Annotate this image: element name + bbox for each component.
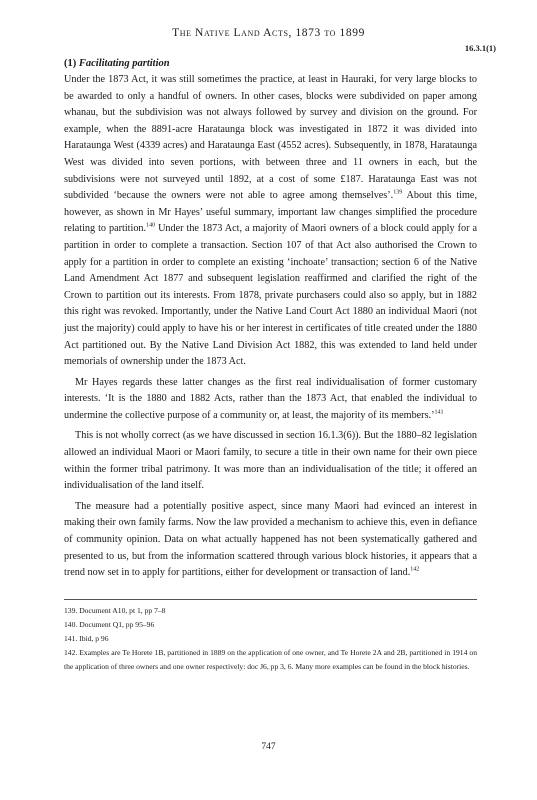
- paragraph: [64, 499, 477, 582]
- paragraph-text: Under the 1873 Act, a majority of Maori owners of a block could apply for a partition in order to complete a transaction. Section 107 of that Act also authorised the Crown to apply for a partition in order to complete an existing ‘inchoate’ transaction; section 6 of the Native Land Amendment Act 1877 and subsequent legislation reaffirmed and clarified the right of the Crown to partition out its interests. From 1878, private purchasers could also so apply, but in 1882 this right was revoked. Importantly, under the Native Land Court Act 1880 an individual Maori (not just the majority) could apply to have his or her interest in certificates of title created under the 1880 Act partitioned out. By the Native Land Division Act 1882, this was extended to land held under memorials of ownership under the 1873 Act.: [64, 223, 477, 368]
- paragraph-text: Mr Hayes regards these latter changes as the first real individualisation of former customary interests. ‘It is the 1880 and 1882 Acts, rather than the 1873 Act, that enabled the individual to undermine the collective purpose of a community or, at least, the majority of its members.’: [64, 376, 477, 421]
- footnote: 141. Ibid, p 96: [64, 634, 109, 643]
- section-heading: [64, 58, 170, 69]
- paragraph-text: Under the 1873 Act, it was still sometimes the practice, at least in Hauraki, for very large blocks to be awarded to only a handful of owners. In other cases, blocks were subdivided on paper among whanau, but the subdivision was not always followed by survey and division on the ground. For example, when the 8891-acre Harataunga block was investigated in 1872 it was divided into Harataunga West (4339 acres) and Harataunga East (4552 acres). Subsequently, in 1878, Harataunga West was divided into seven portions, with between three and 11 owners in each, but the subdivisions were not surveyed until 1892, at a cost of some £187. Harataunga East was not subdivided ‘because the owners were not able to agree among themselves’.: [64, 74, 477, 202]
- paragraph: [64, 375, 477, 425]
- section-title: Facilitating partition: [78, 58, 170, 69]
- footnote-reference: 139: [393, 189, 403, 196]
- paragraph: [64, 72, 477, 371]
- section-reference: 16.3.1(1): [464, 43, 496, 53]
- paragraph-text: About this time, however, as shown in Mr Hayes’ useful summary, important law changes simplified the procedure relating to partition.: [64, 190, 477, 235]
- footnote-divider: [64, 599, 477, 600]
- body-text: [64, 72, 477, 582]
- footnote: 139. Document A10, pt 1, pp 7–8: [64, 606, 166, 615]
- footnote-reference: 140: [146, 222, 156, 229]
- footnote-reference: 141: [434, 409, 444, 416]
- running-title: The Native Land Acts, 1873 to 1899: [172, 27, 365, 39]
- footnotes: [64, 604, 477, 673]
- footnote-reference: 142: [410, 566, 420, 573]
- paragraph-text: The measure had a potentially positive aspect, since many Maori had evinced an interest in making their own family farms. Now the law provided a mechanism to achieve this, even in defiance of community opinion. Data on what actually happened has not been systematically gathered and presented to us, but from the information scattered through various block histories, it appears that a trend now set in to apply for partitions, either for development or transaction of land.: [64, 500, 477, 579]
- paragraph-text: This is not wholly correct (as we have discussed in section 16.1.3(6)). But the 1880–82 legislation allowed an individual Maori or Maori family, to secure a title in their own name for their own piece within the former tribal patrimony. It was more than an individualisation of the title; it offered an individualisation of the land itself.: [64, 430, 477, 492]
- page-number: 747: [261, 742, 276, 752]
- footnote: 142. Examples are Te Horete 1B, partitioned in 1889 on the application of one owner, and Te Horete 2A and 2B, partitioned in 1914 on the application of three owners and one owner respectively: doc J6, pp 3, 6. Many more examples can be found in the block histories.: [64, 648, 477, 671]
- footnote: 140. Document Q1, pp 95–96: [64, 620, 155, 629]
- section-number: (1): [64, 58, 77, 69]
- paragraph: [64, 428, 477, 494]
